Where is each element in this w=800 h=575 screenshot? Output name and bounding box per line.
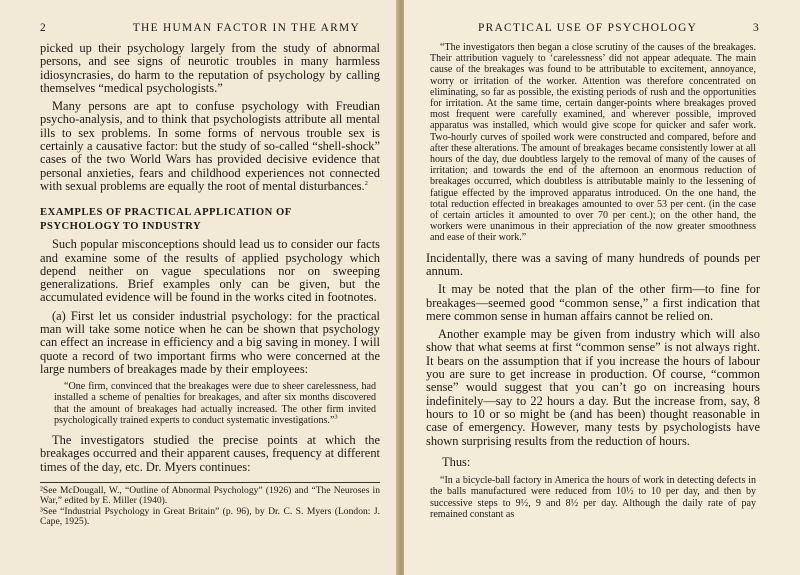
heading-line: EXAMPLES OF PRACTICAL APPLICATION OF — [40, 207, 292, 219]
paragraph — [40, 100, 380, 193]
left-page — [0, 0, 398, 575]
block-quote — [54, 381, 376, 426]
page-number: 2 — [40, 22, 47, 34]
footnote: ³See “Industrial Psychology in Great Britain” (p. 96), by Dr. C. S. Myers (London: J. Cape, 1925). — [40, 505, 380, 528]
paragraph: Such popular misconceptions should lead us to consider our facts and examine some of the results of applied psychology which depend neither on vague speculations nor on sweeping generalizations. Brief examples only can be given, but the accumulated evidence will be found in the works cited in footnotes. — [40, 237, 380, 305]
footnote: ²See McDougall, W., “Outline of Abnormal Psychology” (1926) and “The Neuroses in War,” edited by E. Miller (1940). — [40, 484, 380, 507]
quote-text: “One firm, convinced that the breakages were due to sheer carelessness, had installed a scheme of penalties for breakages, and after six months discovered that the amount of breakages had actually increased. The other firm invited psychologically trained experts to conduct systematic investigations.” — [54, 381, 376, 426]
running-title: THE HUMAN FACTOR IN THE ARMY — [132, 22, 360, 34]
running-head — [426, 22, 760, 34]
paragraph-text: Many persons are apt to confuse psychology with Freudian psycho-analysis, and to think that psychologists attribute all mental ills to sex problems. In some forms of nervous trouble sex is certainly a causative factor: but the study of so-called “shell-shock” cases of the two World Wars has provided decisive evidence that personal anxieties, fears and childhood experiences not connected with sexual problems are equally the root of mental disturbances. — [40, 99, 380, 193]
paragraph: Another example may be given from industry which will also show that what seems at first “common sense” is not always right. It bears on the assumption that if you increase the hours of labour you are sure to get increase in production. Of course, “common sense” would suggest that you can’t go on increasing hours indefinitely—say to 22 hours a day. But the increase from, say, 8 hours to 10 or so might be (and has been) thought reasonable in case of emergency. However, many tests by psychologists have shown surprising results from the reduction of hours. — [426, 327, 760, 448]
paragraph: Incidentally, there was a saving of many hundreds of pounds per annum. — [426, 250, 760, 278]
paragraph: The investigators studied the precise points at which the breakages occurred and their apparent causes, frequency at different times of the day, etc. Dr. Myers continues: — [40, 433, 380, 474]
running-head — [40, 22, 380, 34]
paragraph: picked up their psychology largely from the study of abnormal persons, and see signs of neurotic troubles in many harmless idiosyncrasies, do harm to the reputation of psychology by calling themselves “medical psychologists.” — [40, 41, 380, 95]
paragraph: It may be noted that the plan of the other firm—to fine for breakages—seemed good “common sense,” a first indication that mere common sense in human affairs cannot be relied on. — [426, 282, 760, 323]
footnote-divider — [40, 482, 380, 483]
right-page — [404, 0, 800, 575]
page-number: 3 — [753, 22, 760, 34]
paragraph: (a) First let us consider industrial psychology: for the practical man will take some notice when he can be shown that psychology can effect an increase in efficiency and a big saving in money. I will quote a record of two important firms who were concerned at the large numbers of breakages made by their employees: — [40, 308, 380, 376]
running-title: PRACTICAL USE OF PSYCHOLOGY — [478, 22, 698, 34]
footnote-ref: 3 — [334, 413, 338, 421]
block-quote: “The investigators then began a close scrutiny of the causes of the breakages. Their attribution vaguely to ‘carelessness’ did not appear adequate. The main cause of the breakages was found to be attributable to excitement, annoyance, worry or irritation of the worker. Attention was therefore concentrated on eliminating, so far as possible, the existing periods of rush and the opportunities for irritation. At the same time, certain danger-points where breakages proved most frequent were carefully examined, and wherever possible, improved apparatus was installed, which would give scope for quicker and safer work. Two-hourly curves of spoiled work were constructed and compared, before and after these alterations. The amount of breakages became consistently lower at all hours of the day, due doubtless largely to the removal of many of the causes of irritation; and towards the end of the afternoon an enormous reduction of breakages occurred, which doubtless is attributable mainly to the lessening of fatigue effected by the improved apparatus introduced. On the one hand, the total reduction effected in breakages amounted to over 53 per cent. (in the case of certain articles it amounted to over 70 per cent.); on the other hand, the workers were unanimous in their appreciation of the now greater smoothness and ease of their work.” — [430, 42, 756, 244]
heading-line: PSYCHOLOGY TO INDUSTRY — [40, 221, 202, 233]
block-quote: “In a bicycle-ball factory in America the hours of work in detecting defects in the balls manufactured were reduced from 10½ to 10 per day, and then by successive steps to 9½, 9 and 8½ per day. Although the daily rate of pay remained constant as — [430, 475, 756, 520]
paragraph: Thus: — [442, 454, 471, 469]
footnote-ref: 2 — [364, 179, 368, 187]
section-heading — [40, 206, 380, 234]
